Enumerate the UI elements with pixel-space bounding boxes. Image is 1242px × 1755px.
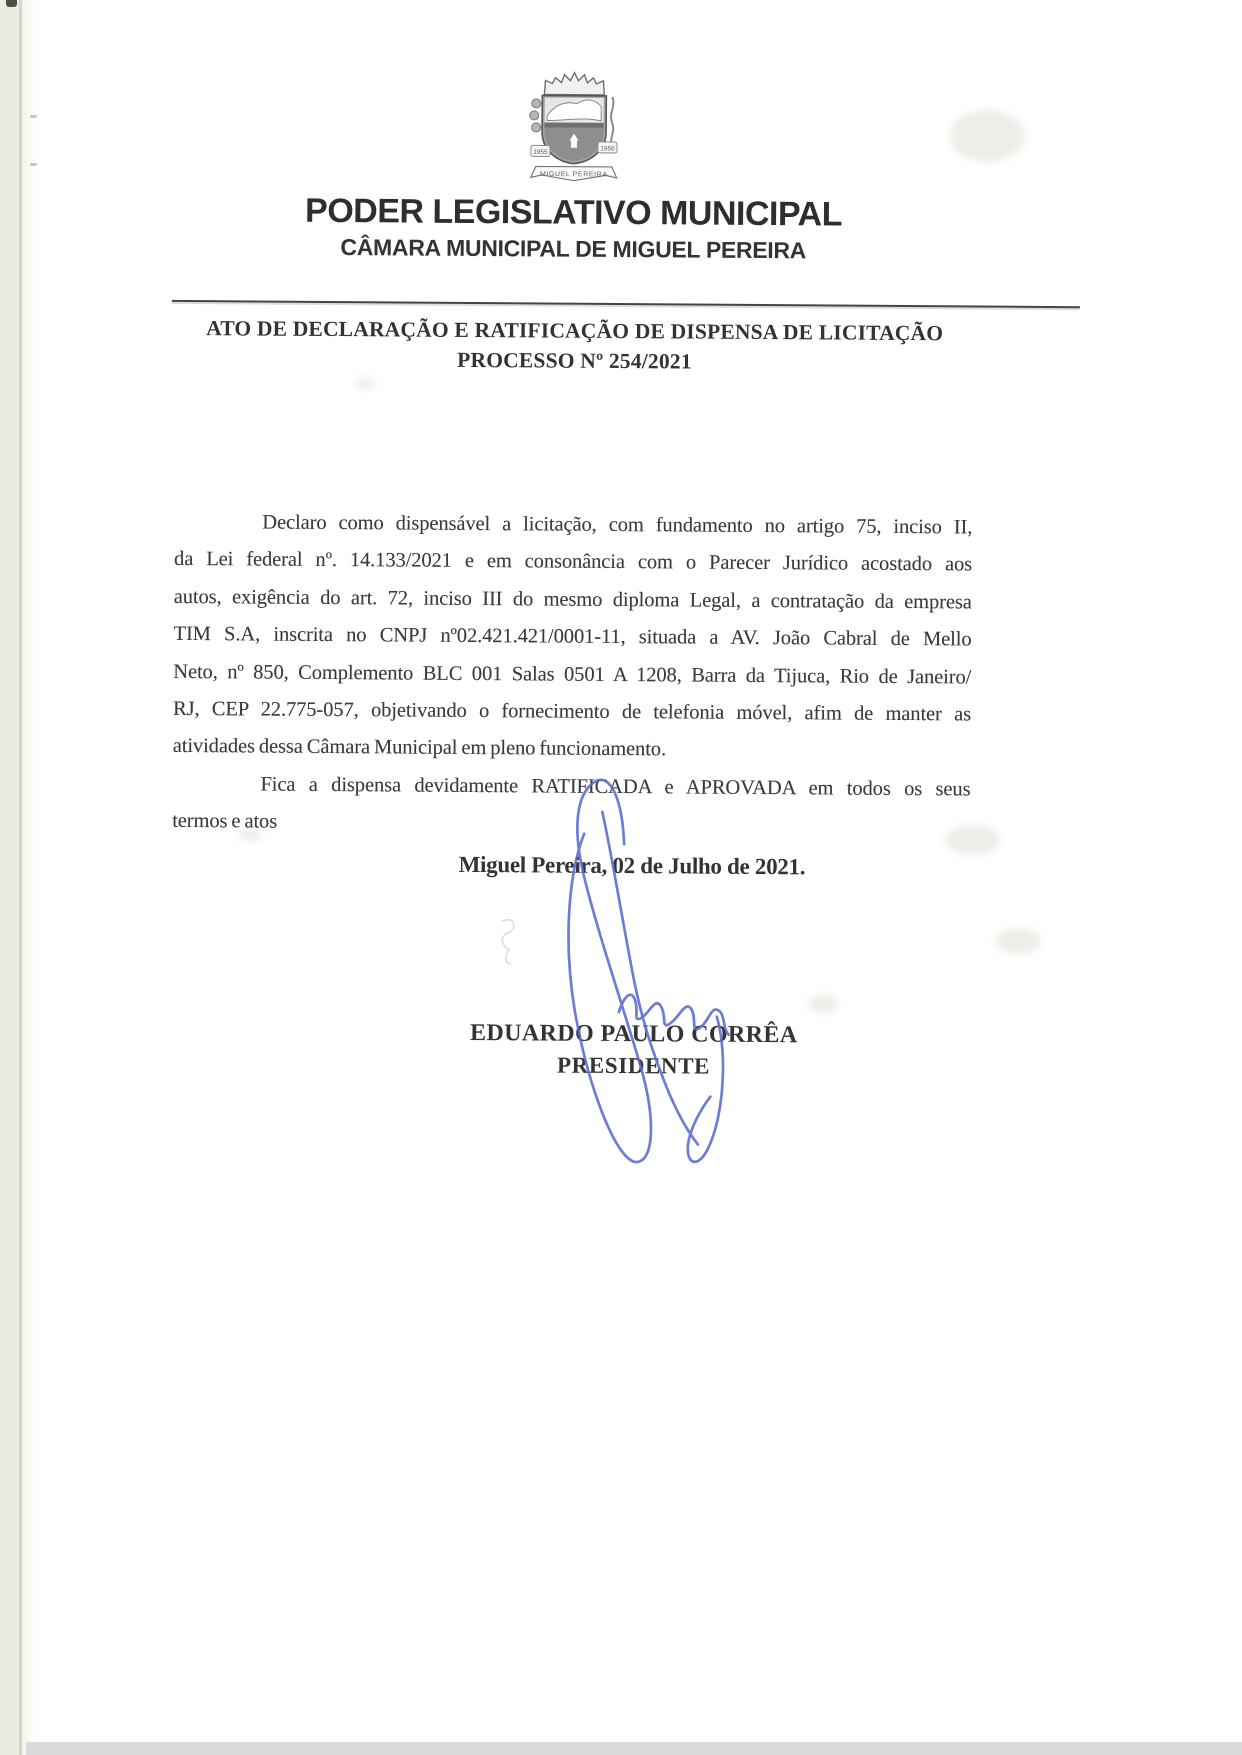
signature-stroke-cross (600, 812, 700, 1145)
crest-banner-label: MIGUEL PEREIRA (539, 170, 608, 179)
body-line: atividades dessa Câmara Municipal em pleno funcionamento. (172, 735, 667, 761)
crest-graphic (508, 69, 641, 190)
body-line: autos, exigência do art. 72, inciso III do mesmo diploma Legal, a contratação da empresa (173, 585, 972, 614)
signature-stroke-descender (688, 1017, 724, 1163)
signature-stroke-letters (619, 995, 729, 1035)
body-line: da Lei federal nº. 14.133/2021 e em consonância com o Parecer Jurídico acostado aos (174, 548, 973, 576)
org-name: PODER LEGISLATIVO MUNICIPAL (304, 191, 843, 234)
body-line: Declaro como dispensável a licitação, com fundamento no artigo 75, inciso II, (262, 511, 973, 539)
signature-ink (470, 715, 795, 1169)
crest-year-left: 1955 (533, 148, 548, 156)
crest-right-ornament (611, 97, 614, 149)
signer-name: EDUARDO PAULO CORRÊA (469, 1019, 798, 1049)
org-subtitle: CÂMARA MUNICIPAL DE MIGUEL PEREIRA (340, 234, 807, 264)
document-title (0, 312, 1152, 380)
title-line-1: ATO DE DECLARAÇÃO E RATIFICAÇÃO DE DISPENSA DE LICITAÇÃO (206, 316, 944, 346)
title-line-2: PROCESSO Nº 254/2021 (457, 347, 692, 374)
crest-crown (544, 72, 604, 94)
crest-year-right: 1956 (600, 145, 615, 153)
signer-role: PRESIDENTE (556, 1052, 711, 1079)
header-divider (172, 300, 1080, 308)
scan-bottom-edge (26, 1742, 1242, 1755)
crest-left-ornament (530, 99, 541, 132)
signature-stroke-loop (567, 780, 653, 1163)
body-line: TIM S.A, inscrita no CNPJ nº02.421.421/0001-11, situada a AV. João Cabral de Mello (173, 623, 972, 651)
municipal-crest (508, 69, 641, 190)
body-line: termos e atos (172, 810, 278, 833)
body-line: Neto, nº 850, Complemento BLC 001 Salas 0501 A 1208, Barra da Tijuca, Rio de Janeiro/ (173, 660, 972, 689)
body-line: Fica a dispensa devidamente RATIFICADA e APROVADA em todos os seus (260, 773, 971, 801)
pencil-squiggle (501, 920, 514, 964)
body-line: RJ, CEP 22.775-057, objetivando o fornecimento de telefonia móvel, afim de manter as (172, 697, 972, 726)
dateline: Miguel Pereira, 02 de Julho de 2021. (458, 851, 806, 880)
